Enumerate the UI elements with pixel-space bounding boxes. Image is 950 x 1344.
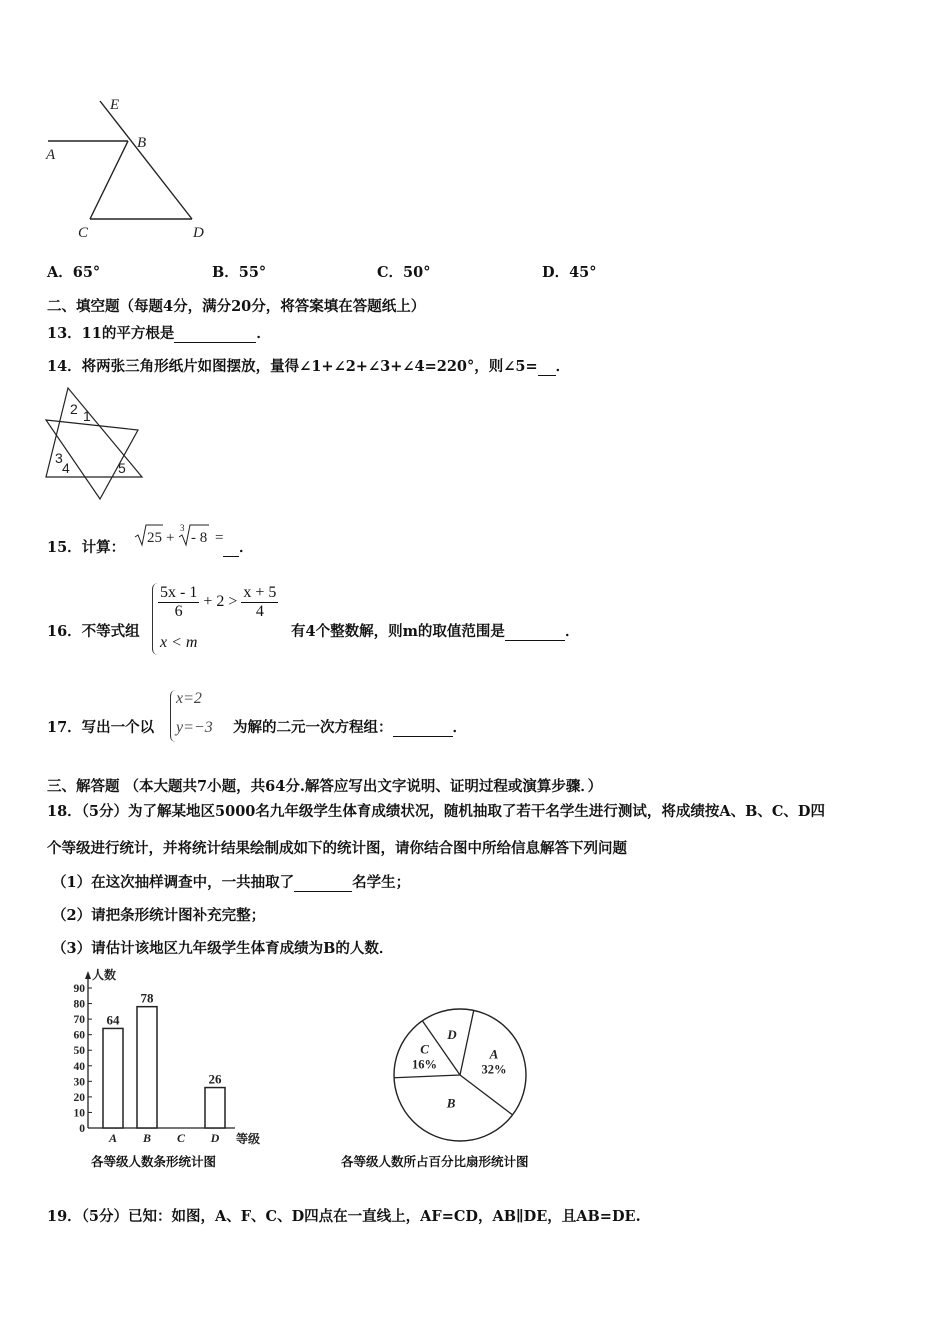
q13-blank [174,326,256,343]
q15-plus: + [166,530,175,546]
q16-blank [505,624,565,641]
pie-value-c: 16% [412,1057,438,1072]
q15-root-index: 3 [180,523,185,533]
option-a: A．65° [47,264,101,281]
q16-inequality-2: x < m [160,634,198,651]
category-label-b: B [142,1131,152,1145]
pie-label-d: D [447,1026,457,1042]
bar-label-a: 64 [106,1012,120,1028]
q18-sub1-text: （1）在这次抽样调查中，一共抽取了 [52,874,295,891]
point-label-c: C [78,225,89,241]
bar-label-b: 78 [140,990,154,1006]
q16-den-left: 6 [174,603,183,620]
q13-text: 13．11的平方根是 [47,325,175,342]
q15-blank [223,540,239,557]
point-label-b: B [137,135,147,151]
q17-tail [233,716,467,737]
bar-label-d: 26 [208,1071,222,1087]
q16-inequality-1 [158,584,278,621]
q17-label: 17．写出一个以 [47,719,155,736]
angle-label-3: 3 [55,450,63,466]
bar-b [137,1007,157,1128]
y-axis-arrow [85,971,91,979]
q16-end: ． [564,623,580,640]
option-c: C．50° [377,264,431,281]
q18-line2: 个等级进行统计，并将统计结果绘制成如下的统计图，请你结合图中所给信息解答下列问题 [47,840,627,857]
q15-expression [133,521,233,551]
q16-num-left: 5x - 1 [160,584,198,601]
q14-text: 14．将两张三角形纸片如图摆放，量得∠1+∠2+∠3+∠4=220°，则∠5= [47,358,538,375]
point-label-a: A [46,147,56,163]
x-axis-label: 等级 [236,1132,261,1146]
option-d: D．45° [542,264,597,281]
q14-end: ． [555,358,571,375]
q18-line1: 18．（5分）为了解某地区5000名九年级学生体育成绩状况，随机抽取了若干名学生进行测试，将成绩按A、B、C、D四 [47,803,825,820]
category-label-c: C [176,1131,186,1145]
q15-radicand-a: 25 [147,530,162,546]
option-b: B．55° [212,264,267,281]
pie-value-a: 32% [481,1062,507,1077]
q13-end: ． [256,325,271,342]
q16-den-right: 4 [255,603,264,620]
q14-blank [538,359,556,376]
y-tick-label: 0 [79,1123,85,1135]
q18-sub2: （2）请把条形统计图补充完整； [52,907,266,924]
pie-chart [385,1000,535,1150]
q15-end: ． [239,539,254,556]
angle-label-2: 2 [70,401,78,417]
q12-geometry-figure [40,95,230,245]
y-tick-label: 40 [73,1060,85,1073]
y-axis-label: 人数 [92,968,117,982]
q16-text: 有4个整数解，则m的取值范围是 [291,623,505,640]
section-2-title: 二、填空题（每题4分，满分20分，将答案填在答题纸上） [47,298,426,315]
q16-num-right: x + 5 [243,584,277,601]
pie-chart-title: 各等级人数所占百分比扇形统计图 [341,1154,529,1169]
q17-end: ． [452,719,467,736]
angle-label-4: 4 [62,460,70,476]
y-tick-label: 50 [73,1045,85,1058]
y-tick-label: 60 [73,1029,85,1042]
q19-text: 19．（5分）已知：如图，A、F、C、D四点在一直线上，AF=CD，AB∥DE，且AB=DE. [47,1208,641,1225]
category-label-d: D [210,1131,220,1145]
q16-label: 16．不等式组 [47,623,140,640]
q14 [47,355,570,376]
q14-triangles-figure [42,385,148,503]
y-tick-label: 70 [73,1014,85,1027]
section-3-title: 三、解答题 （本大题共7小题，共64分.解答应写出文字说明、证明过程或演算步骤．） [47,778,603,795]
q18-sub1-blank [294,875,352,892]
q15-answer [223,536,254,557]
pie-label-c: C [420,1041,429,1057]
q15-equals: = [215,530,224,546]
q17-eq1: x=2 [176,690,202,707]
y-tick-label: 80 [73,998,85,1011]
bar-chart [60,965,275,1170]
bar-chart-title: 各等级人数条形统计图 [91,1154,217,1169]
y-tick-label: 90 [73,983,85,995]
pie-label-a: A [489,1046,499,1062]
q17-blank [393,720,453,737]
angle-label-1: 1 [83,408,91,424]
q17-eq2: y=−3 [176,719,213,736]
q15-label: 15．计算： [47,539,126,556]
q17-text: 为解的二元一次方程组： [233,719,393,736]
point-label-e: E [110,97,120,113]
y-tick-label: 20 [73,1091,85,1104]
category-label-a: A [108,1131,118,1145]
q18-sub1-end: 名学生； [352,874,411,891]
q16-tail [291,620,579,641]
q18-sub3: （3）请估计该地区九年级学生体育成绩为B的人数． [52,940,394,957]
q15-radicand-b: - 8 [191,530,208,546]
q13 [47,322,271,343]
q18-sub1 [52,871,410,892]
angle-label-5: 5 [118,460,126,476]
q16-mid: + 2 > [203,593,238,611]
y-tick-label: 30 [73,1076,85,1089]
y-tick-label: 10 [73,1107,85,1120]
bar-d [205,1088,225,1128]
pie-label-b: B [446,1095,456,1111]
point-label-d: D [193,225,204,241]
bar-a [103,1028,123,1128]
